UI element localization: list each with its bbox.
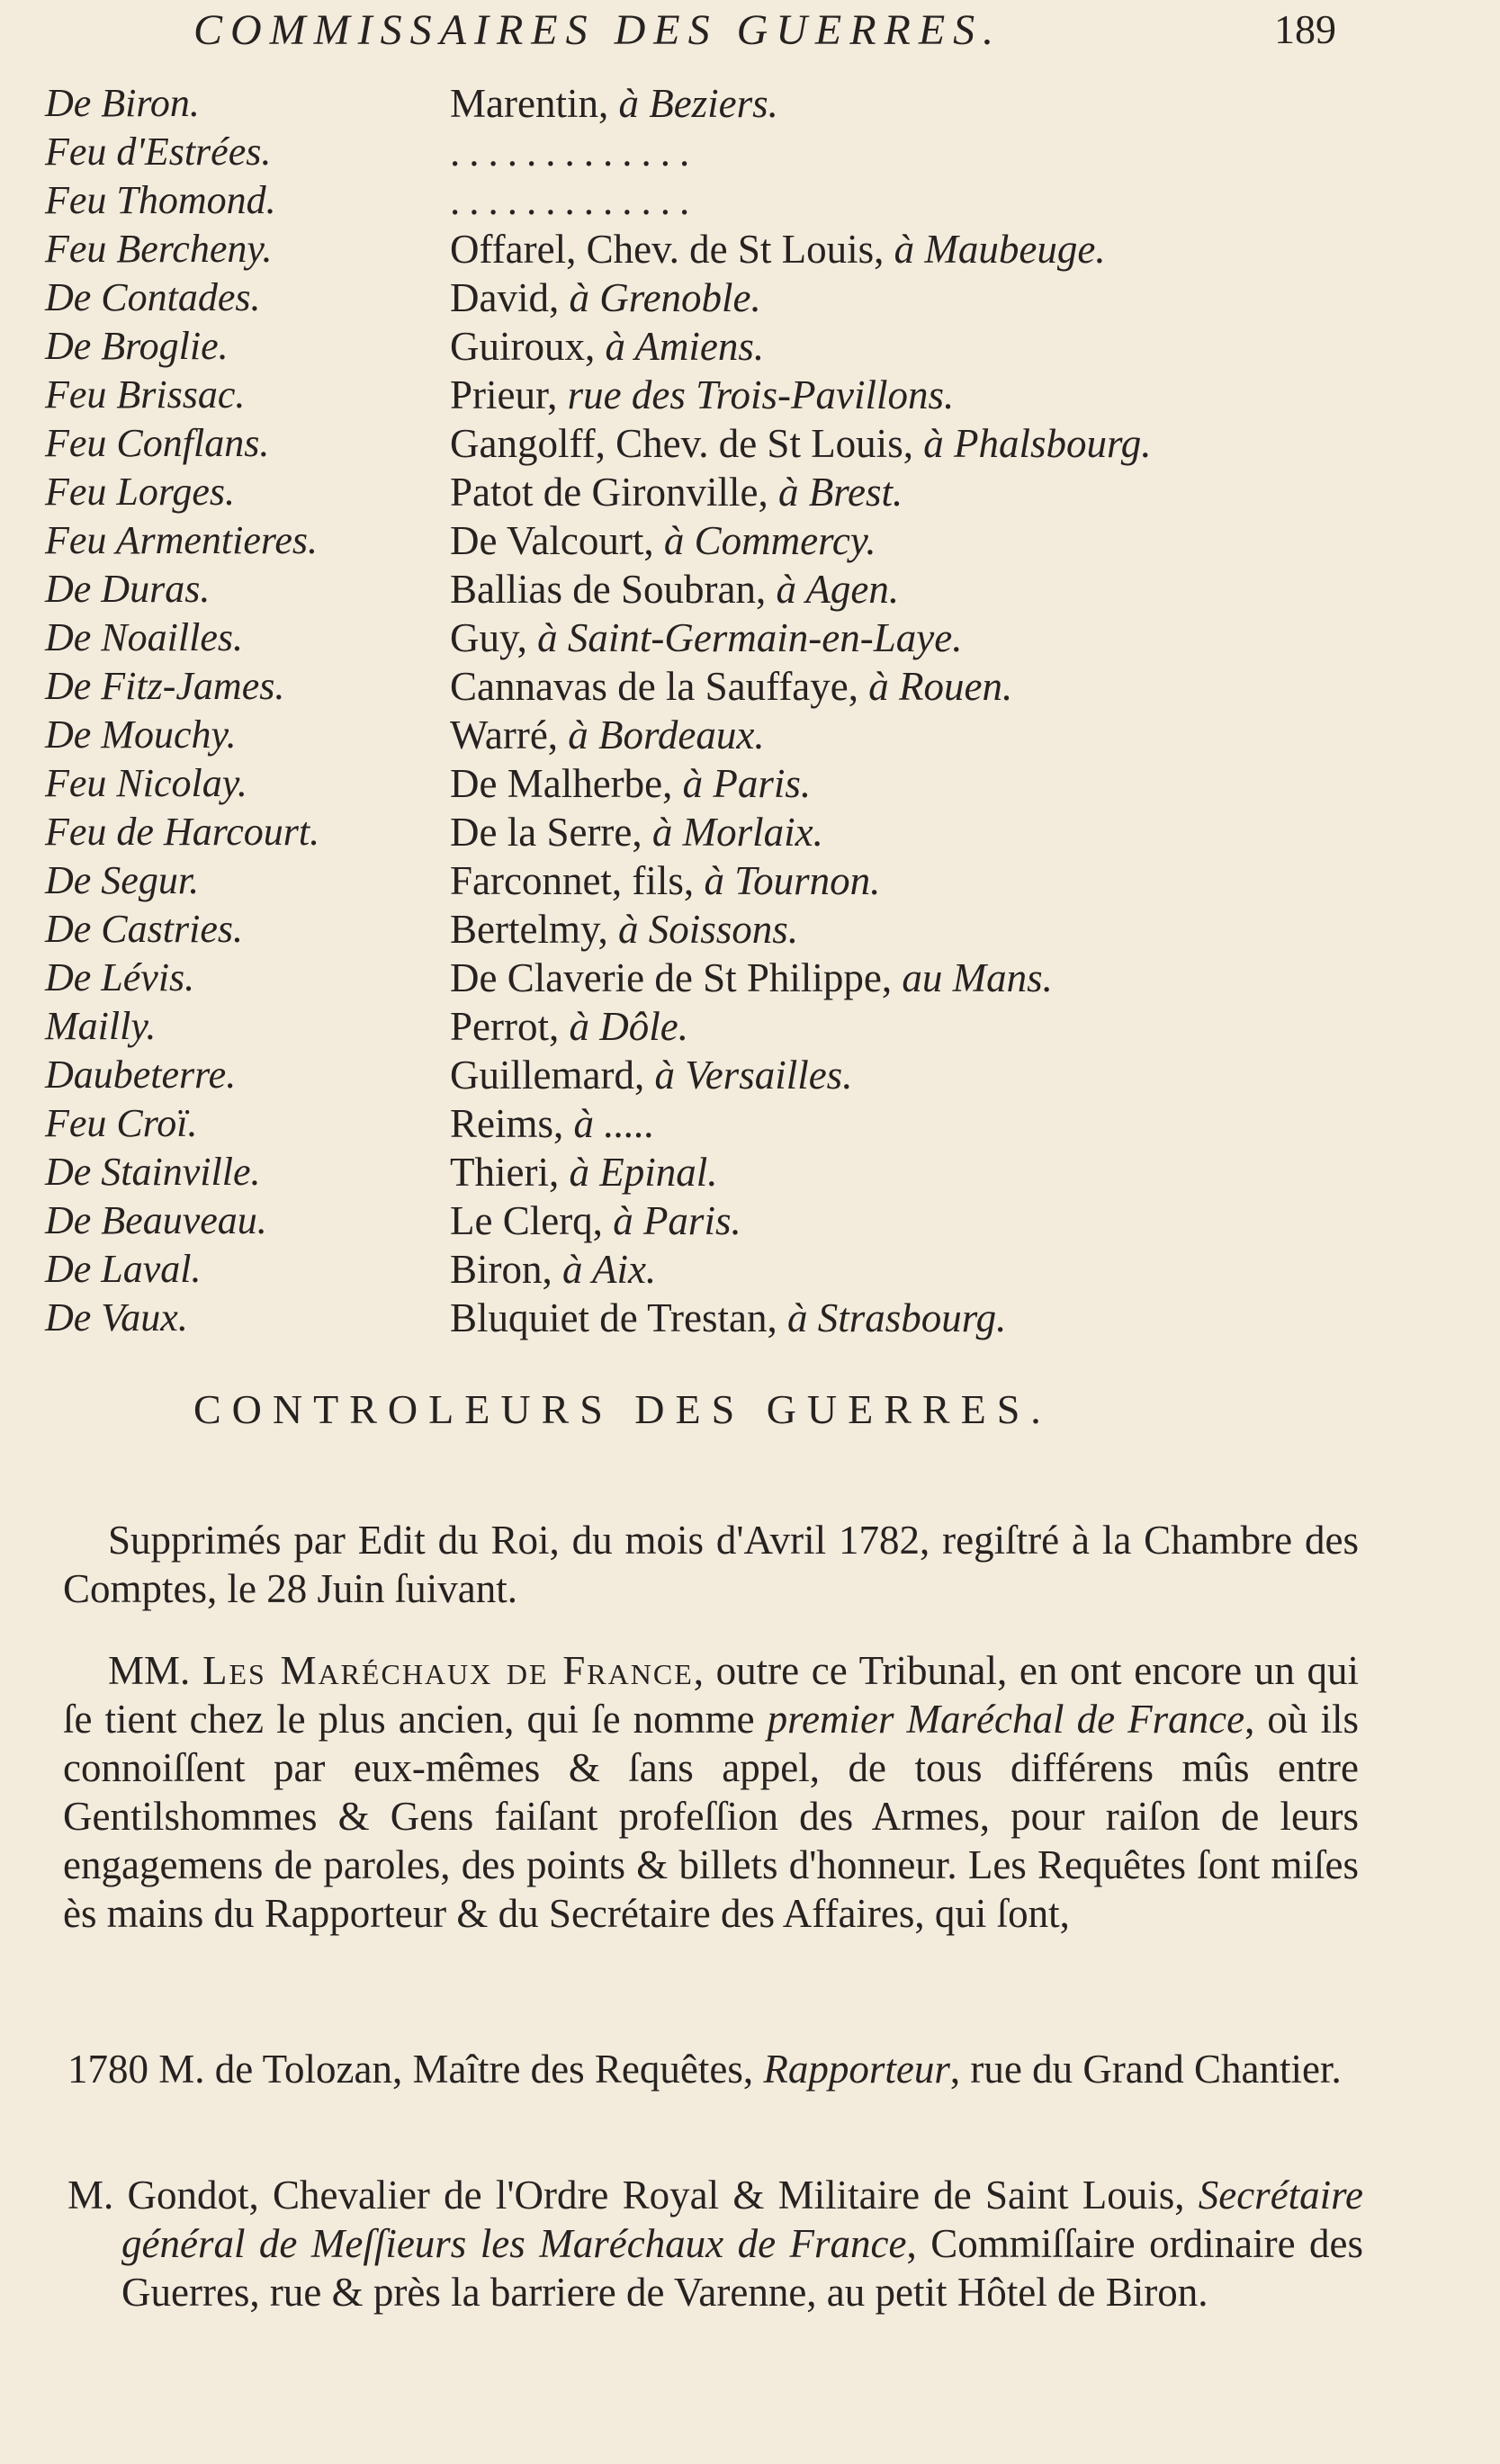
list-row <box>45 468 1377 516</box>
commissary-location: à Beziers. <box>618 81 778 126</box>
page-header <box>193 5 1336 63</box>
commissary-entry <box>450 419 1152 468</box>
commissary-location: au Mans. <box>902 955 1053 1000</box>
tribunal-text-1: , outre ce Tribunal, en ont encore un qui ſe tient chez le plus ancien, qui ſe nomme <box>63 1648 1359 1742</box>
commissary-location: à Brest. <box>777 470 903 515</box>
commissary-name: Guy, <box>450 615 538 660</box>
page-number: 189 <box>1274 6 1336 52</box>
commissary-location: à Paris. <box>613 1198 741 1243</box>
commissary-name: Thieri, <box>450 1150 570 1195</box>
commissary-location: à Phalsbourg. <box>923 421 1152 466</box>
commissary-entry <box>450 711 765 759</box>
commissary-location: à Commercy. <box>663 518 876 563</box>
marshal-name: De Broglie. <box>45 324 229 368</box>
commissary-name: Le Clerq, <box>450 1198 614 1243</box>
secretaire-role: Secrétaire général de Meſſieurs les Maréchaux de France <box>121 2173 1363 2266</box>
commissary-location: à Rouen. <box>868 664 1013 709</box>
rapporteur-text-2: , rue du Grand Chantier. <box>949 2047 1342 2092</box>
commissary-name: Biron, <box>450 1247 563 1292</box>
marshal-name: Feu Lorges. <box>45 470 236 514</box>
commissary-name: David, <box>450 275 570 320</box>
marshal-name: De Biron. <box>45 81 200 125</box>
list-row <box>45 322 1377 371</box>
tribunal-lead: MM. <box>108 1648 202 1693</box>
commissary-name: Patot de Gironville, <box>450 470 778 515</box>
marshal-name: Mailly. <box>45 1004 157 1048</box>
list-row <box>45 565 1377 614</box>
secretaire-text-1: M. Gondot, Chevalier de l'Ordre Royal & Militaire de Saint Louis, <box>67 2173 1199 2218</box>
marshal-name: Feu Thomond. <box>45 178 276 222</box>
list-row <box>45 954 1377 1002</box>
commissary-entry <box>450 905 798 954</box>
marshal-name: De Lévis. <box>45 955 195 999</box>
commissary-name: Bertelmy, <box>450 907 619 952</box>
commissary-name: Ballias de Soubran, <box>450 567 777 612</box>
list-row <box>45 1196 1377 1245</box>
commissary-name: De Malherbe, <box>450 761 683 806</box>
commissary-name: Warré, <box>450 712 569 757</box>
marshal-name: De Vaux. <box>45 1295 188 1340</box>
commissary-entry <box>450 273 761 322</box>
commissary-location: à Morlaix. <box>651 810 823 855</box>
marshal-name: Feu Armentieres. <box>45 518 319 562</box>
commissary-name: Farconnet, fils, <box>450 858 705 903</box>
commissary-entry <box>450 371 954 419</box>
list-row <box>45 1051 1377 1099</box>
tribunal-paragraph <box>63 1646 1359 1938</box>
marshal-name: De Stainville. <box>45 1150 261 1194</box>
secretaire-entry <box>67 2171 1363 2316</box>
commissary-entry <box>450 322 764 371</box>
list-row <box>45 273 1377 322</box>
commissary-location: à Aix. <box>562 1247 657 1292</box>
list-row <box>45 711 1377 759</box>
commissary-name: Cannavas de la Sauffaye, <box>450 664 869 709</box>
commissary-location: à Amiens. <box>605 324 765 369</box>
rapporteur-role: Rapporteur <box>763 2047 950 2092</box>
list-row <box>45 419 1377 468</box>
commissary-name: ............. <box>450 178 699 223</box>
commissary-name: Guiroux, <box>450 324 606 369</box>
marshal-name: Feu Bercheny. <box>45 227 273 271</box>
commissary-location: à Bordeaux. <box>568 712 765 757</box>
marshal-name: Feu de Harcourt. <box>45 810 320 854</box>
commissary-entry <box>450 79 778 128</box>
commissary-name: Offarel, Chev. de St Louis, <box>450 227 894 272</box>
commissary-entry <box>450 954 1053 1002</box>
list-row <box>45 662 1377 711</box>
running-title: COMMISSAIRES DES GUERRES. <box>193 6 1002 54</box>
commissary-entry <box>450 468 903 516</box>
commissary-entry <box>450 1148 717 1196</box>
commissary-location: à Saint-Germain-en-Laye. <box>537 615 963 660</box>
commissary-location: à Soissons. <box>618 907 799 952</box>
list-row <box>45 516 1377 565</box>
commissary-entry <box>450 1051 852 1099</box>
tribunal-text-2: , où ils connoiſſent par eux-mêmes & ſans appel, de tous différens mûs entre Gentilshommes & Gens faiſant profeſſion des Armes, pour raiſon de leurs engagemens de paroles, des points & billets d'honneur. Les Requêtes ſont miſes ès mains du Rapporteur & du Secrétaire des Affaires, qui ſont, <box>63 1697 1359 1936</box>
commissary-name: Bluquiet de Trestan, <box>450 1295 788 1340</box>
rapporteur-text-1: M. de Tolozan, Maître des Requêtes, <box>158 2047 764 2092</box>
commissary-name: ............. <box>450 130 699 175</box>
commissary-entry <box>450 614 962 662</box>
commissary-entry <box>450 565 899 614</box>
commissary-name: Perrot, <box>450 1004 570 1049</box>
marshal-name: Feu d'Estrées. <box>45 130 272 174</box>
marshal-name: De Noailles. <box>45 615 243 659</box>
commissary-entry <box>450 808 823 856</box>
commissary-entry <box>450 176 698 225</box>
commissary-name: Reims, <box>450 1101 574 1146</box>
marshal-name: De Mouchy. <box>45 712 237 757</box>
list-row <box>45 176 1377 225</box>
marshal-name: De Beauveau. <box>45 1198 267 1242</box>
premier-marechal: premier Maréchal de France <box>767 1697 1245 1742</box>
rapporteur-entry <box>67 2045 1363 2093</box>
list-row <box>45 1294 1377 1342</box>
list-row <box>45 759 1377 808</box>
marshal-name: De Segur. <box>45 858 200 902</box>
commissary-location: à Agen. <box>776 567 900 612</box>
marshal-name: De Fitz-James. <box>45 664 285 708</box>
marshal-name: De Duras. <box>45 567 211 611</box>
commissary-entry <box>450 1196 741 1245</box>
marshal-name: De Contades. <box>45 275 261 319</box>
commissary-entry <box>450 1245 656 1294</box>
list-row <box>45 371 1377 419</box>
commissary-name: Guillemard, <box>450 1053 655 1098</box>
commissary-entry <box>450 128 698 176</box>
commissary-location: à Tournon. <box>704 858 881 903</box>
commissary-location: à Epinal. <box>569 1150 718 1195</box>
commissary-entry <box>450 662 1012 711</box>
commissary-location: à Maubeuge. <box>894 227 1106 272</box>
commissary-name: Gangolff, Chev. de St Louis, <box>450 421 924 466</box>
list-row <box>45 79 1377 128</box>
commissary-name: De Claverie de St Philippe, <box>450 955 903 1000</box>
commissary-name: De la Serre, <box>450 810 652 855</box>
list-row <box>45 128 1377 176</box>
secretaire-text-2: , Commiſſaire ordinaire des Guerres, rue & près la barriere de Varenne, au petit Hôtel de Biron. <box>121 2221 1363 2315</box>
list-row <box>45 1148 1377 1196</box>
commissary-entry <box>450 1294 1006 1342</box>
suppression-paragraph: Supprimés par Edit du Roi, du mois d'Avril 1782, regiſtré à la Chambre des Comptes, le 28 Juin ſuivant. <box>63 1518 1359 1611</box>
commissary-location: à ..... <box>573 1101 655 1146</box>
commissary-location: à Paris. <box>682 761 812 806</box>
commissary-location: à Dôle. <box>569 1004 688 1049</box>
commissary-entry <box>450 1099 655 1148</box>
commissary-location: à Strasbourg. <box>787 1295 1007 1340</box>
list-row <box>45 905 1377 954</box>
commissaries-list <box>45 79 1377 1342</box>
list-row <box>45 1002 1377 1051</box>
list-row <box>45 1245 1377 1294</box>
marshal-name: De Laval. <box>45 1247 202 1291</box>
commissary-entry <box>450 1002 688 1051</box>
marshal-name: De Castries. <box>45 907 243 951</box>
list-row <box>45 225 1377 273</box>
commissary-entry <box>450 225 1106 273</box>
marshal-name: Feu Nicolay. <box>45 761 247 805</box>
list-row <box>45 614 1377 662</box>
marshal-name: Feu Croï. <box>45 1101 198 1145</box>
commissary-location: à Versailles. <box>654 1053 853 1098</box>
marechaux-smallcaps: Les Maréchaux de France <box>202 1648 694 1693</box>
marshal-name: Daubeterre. <box>45 1053 237 1097</box>
list-row <box>45 856 1377 905</box>
commissary-entry <box>450 516 876 565</box>
commissary-entry <box>450 759 811 808</box>
marshal-name: Feu Conflans. <box>45 421 270 465</box>
commissary-entry <box>450 856 880 905</box>
list-row <box>45 1099 1377 1148</box>
commissary-name: Marentin, <box>450 81 619 126</box>
entry-year: 1780 <box>67 2047 159 2092</box>
commissary-location: à Grenoble. <box>569 275 761 320</box>
commissary-name: De Valcourt, <box>450 518 664 563</box>
section-title: CONTROLEURS DES GUERRES. <box>193 1386 1052 1432</box>
marshal-name: Feu Brissac. <box>45 372 246 417</box>
list-row <box>45 808 1377 856</box>
commissary-location: rue des Trois-Pavillons. <box>567 372 955 417</box>
commissary-name: Prieur, <box>450 372 568 417</box>
